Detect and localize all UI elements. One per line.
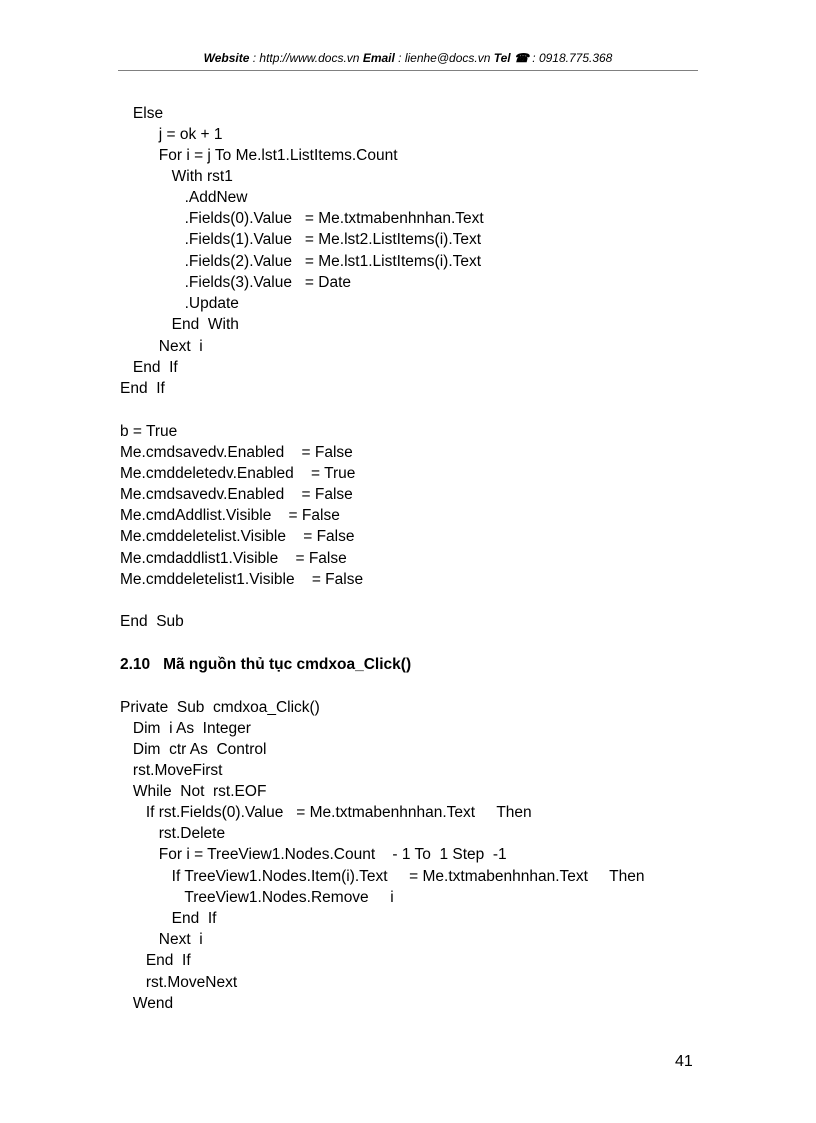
code-line: .AddNew [120,189,248,206]
page-number: 41 [675,1053,693,1070]
code-line: Me.cmdsavedv.Enabled = False [120,444,353,461]
code-line: End If [120,952,191,969]
code-line: With rst1 [120,168,233,185]
code-line: End If [120,359,178,376]
code-line: .Fields(2).Value = Me.lst1.ListItems(i).Text [120,253,482,270]
code-line: rst.MoveNext [120,974,238,991]
section-heading: 2.10 Mã nguồn thủ tục cmdxoa_Click() [120,656,412,673]
code-line: Next i [120,338,203,355]
code-line: Me.cmdAddlist.Visible = False [120,507,340,524]
code-line: For i = TreeView1.Nodes.Count - 1 To 1 Step -1 [120,846,507,863]
code-line: If rst.Fields(0).Value = Me.txtmabenhnhan.Text Then [120,804,532,821]
header-rule [118,70,698,71]
code-line: End If [120,910,217,927]
code-line: While Not rst.EOF [120,783,267,800]
code-line: Me.cmdaddlist1.Visible = False [120,550,347,567]
code-line: Me.cmddeletelist.Visible = False [120,528,355,545]
code-line: Wend [120,995,174,1012]
code-line: Else [120,105,164,122]
code-line: If TreeView1.Nodes.Item(i).Text = Me.txtmabenhnhan.Text Then [120,868,645,885]
code-line: Dim i As Integer [120,720,251,737]
tel-value: : 0918.775.368 [528,51,613,65]
code-line: .Fields(1).Value = Me.lst2.ListItems(i).Text [120,231,482,248]
code-line: End Sub [120,613,184,630]
code-line: End With [120,316,239,333]
code-line: .Fields(3).Value = Date [120,274,352,291]
code-line: Private Sub cmdxoa_Click() [120,699,320,716]
code-line: .Update [120,295,239,312]
code-line: TreeView1.Nodes.Remove i [120,889,394,906]
page-header [0,51,816,65]
code-line: Next i [120,931,203,948]
code-line: j = ok + 1 [120,126,223,143]
tel-label: Tel [493,51,511,65]
code-line: .Fields(0).Value = Me.txtmabenhnhan.Text [120,210,484,227]
code-line: Dim ctr As Control [120,741,267,758]
website-label: Website [203,51,250,65]
email-value: : lienhe@docs.vn [394,51,494,65]
code-line: End If [120,380,165,397]
code-line: Me.cmddeletelist1.Visible = False [120,571,364,588]
code-line: Me.cmddeletedv.Enabled = True [120,465,356,482]
code-line: b = True [120,423,178,440]
code-line: rst.Delete [120,825,226,842]
phone-icon: ☎ [513,51,529,65]
code-line: Me.cmdsavedv.Enabled = False [120,486,353,503]
code-line: rst.MoveFirst [120,762,223,779]
website-value: : http://www.docs.vn [249,51,363,65]
code-line: For i = j To Me.lst1.ListItems.Count [120,147,398,164]
email-label: Email [362,51,395,65]
